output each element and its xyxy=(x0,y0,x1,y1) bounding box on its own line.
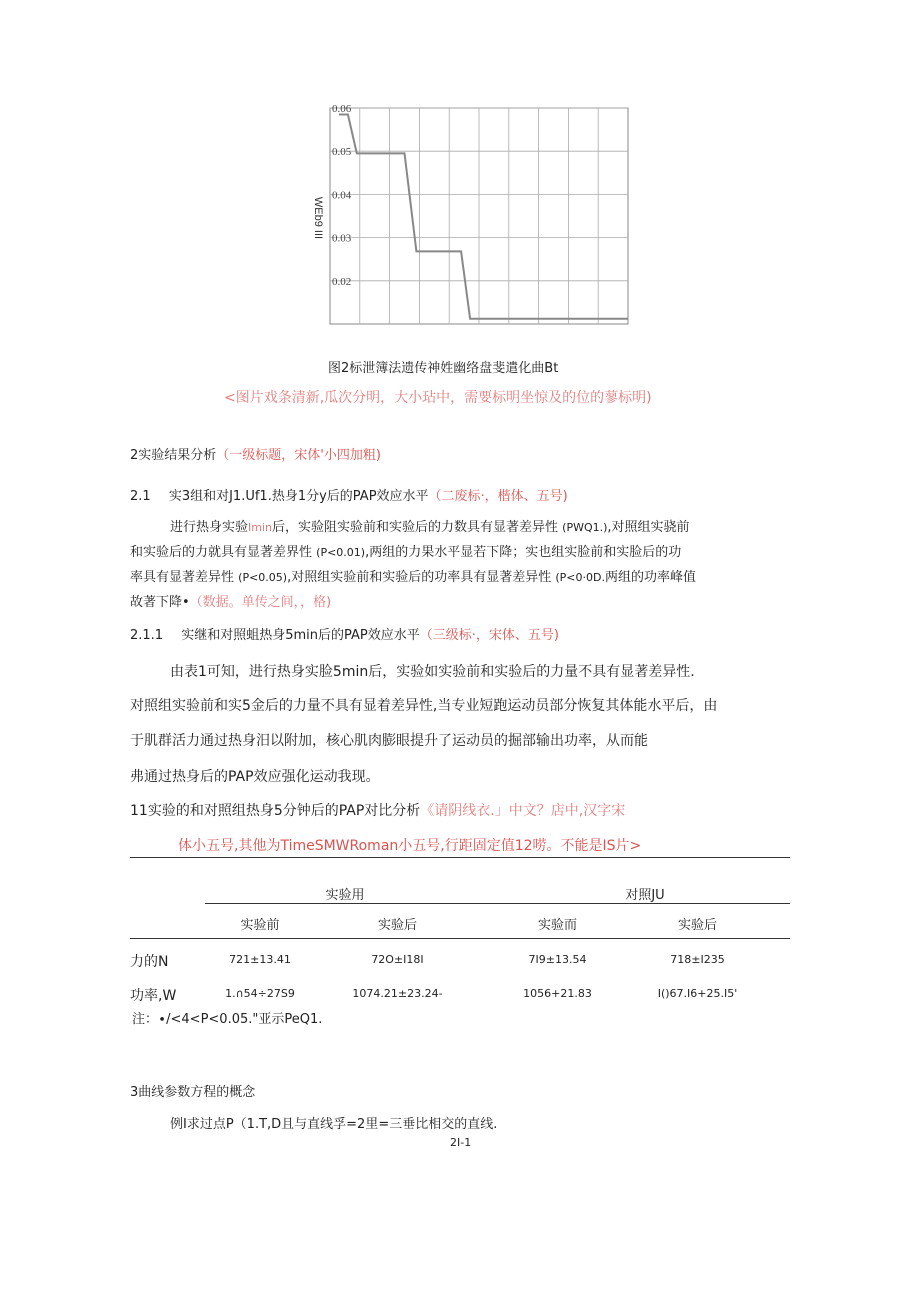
section21-heading xyxy=(130,485,568,504)
section211-heading xyxy=(130,624,559,643)
section21-number: 2.1 xyxy=(130,489,151,504)
table-header-rule xyxy=(130,938,790,939)
y-tick-label: 0.04 xyxy=(332,189,352,202)
y-tick-label: 0.06 xyxy=(332,103,352,115)
table-cell: 718±I235 xyxy=(670,953,725,966)
y-tick-label: 0.05 xyxy=(332,146,352,159)
table-group-rule xyxy=(205,903,790,904)
section21-paragraph-line3: 率具有显著差异性 (P<0.05),对照组实验前和实验后的功率具有显著差异性 (P<0·0D.两组的功率峰值 xyxy=(130,570,696,585)
curve-chart xyxy=(312,100,638,332)
y-tick-label: 0.02 xyxy=(332,275,352,288)
table-sub-header-1: 实验前 xyxy=(240,918,280,933)
table-cell: 7I9±13.54 xyxy=(528,953,587,966)
table-note: 注：∙/<4<P<0.05."亚示PeQ1. xyxy=(132,1012,323,1027)
section21-paragraph-line1: 进行热身实验Imin后，实验阻实验前和实验后的力数具有显著差异性 (PWQ1.),对照组实骁前 xyxy=(170,520,690,535)
section211-line1: 由表1可知，进行热身实脸5min后，实验如实验前和实验后的力量不具有显著差异性. xyxy=(170,664,695,680)
table-group-experiment: 实验用 xyxy=(325,888,365,903)
section3-example: 例I求过点P（1.T,D且与直线孚=2里=三垂比相交的直线. xyxy=(170,1117,498,1132)
section211-note: （三级标·，宋体、五号) xyxy=(419,628,559,643)
table-top-rule xyxy=(130,857,790,858)
section211-line3: 于肌群活力通过热身汨以附加，核心肌肉膨眼提升了运动员的掘部输出功率，从而能 xyxy=(130,733,648,749)
figure-note: <图片戏条清新,瓜次分明，大小玷中，需要标明坐惊及的位的蓼标明) xyxy=(224,390,652,406)
section211-line2: 对照组实验前和实5金后的力量不具有显着差异性,当专业短跑运动员部分恢复其体能水平后，由 xyxy=(130,698,718,714)
table-caption-line2: 体小五号,其他为TimeSMWRoman小五号,行距固定值12唠。不能是IS片> xyxy=(178,838,642,854)
table-row-label-power: 功率,W xyxy=(130,988,177,1004)
table-sub-header-3: 实验而 xyxy=(537,918,577,933)
section2-note: （一级标题，宋体'小四加粗) xyxy=(216,448,381,463)
y-axis-label: WEb9 III xyxy=(312,196,324,240)
section21-title: 实3组和对J1.Uf1.热身1分y后的PAP效应水平 xyxy=(168,489,429,504)
section2-title: 2实验结果分析 xyxy=(130,448,217,463)
table-row-label-force: 力的N xyxy=(130,954,169,970)
section3-title: 3曲线参数方程的概念 xyxy=(130,1085,256,1100)
table-sub-header-4: 实验后 xyxy=(677,918,717,933)
table-cell: 72O±I18I xyxy=(371,953,424,966)
table-cell: 1.∩54÷27S9 xyxy=(225,987,295,1000)
table-group-control: 对照JU xyxy=(625,888,665,903)
y-tick-label: 0.03 xyxy=(332,232,352,245)
page-number: 2I-1 xyxy=(450,1136,472,1149)
table-caption-line1: 11实验的和对照组热身5分钟后的PAP对比分析《请阴线衣.」中文？店中,汉字宋 xyxy=(130,803,626,819)
section211-title: 实继和对照蛆热身5min后的PAP效应水平 xyxy=(181,628,420,643)
section211-number: 2.1.1 xyxy=(130,628,164,643)
table-cell: I()67.I6+25.I5' xyxy=(657,987,738,1000)
section2-heading xyxy=(130,444,381,463)
table-cell: 1056+21.83 xyxy=(523,987,592,1000)
section21-note: （二废标·，楷体、五号) xyxy=(428,489,568,504)
figure-caption: 图2标泄簿法遗传神姓幽络盘斐遣化曲Bt xyxy=(328,361,559,376)
section21-paragraph-line4: 故著下降•（数据。单传之间，，格) xyxy=(130,595,332,610)
section21-paragraph-line2: 和实验后的力就具有显著差界性 (P<0.01),两组的力果水平显若下降；实也组实脸前和实脸后的功 xyxy=(130,545,682,560)
section211-line4: 弗通过热身后的PAP效应强化运动我现。 xyxy=(130,769,380,785)
table-cell: 1074.21±23.24- xyxy=(352,987,443,1000)
table-cell: 721±13.41 xyxy=(229,953,291,966)
table-sub-header-2: 实验后 xyxy=(377,918,417,933)
